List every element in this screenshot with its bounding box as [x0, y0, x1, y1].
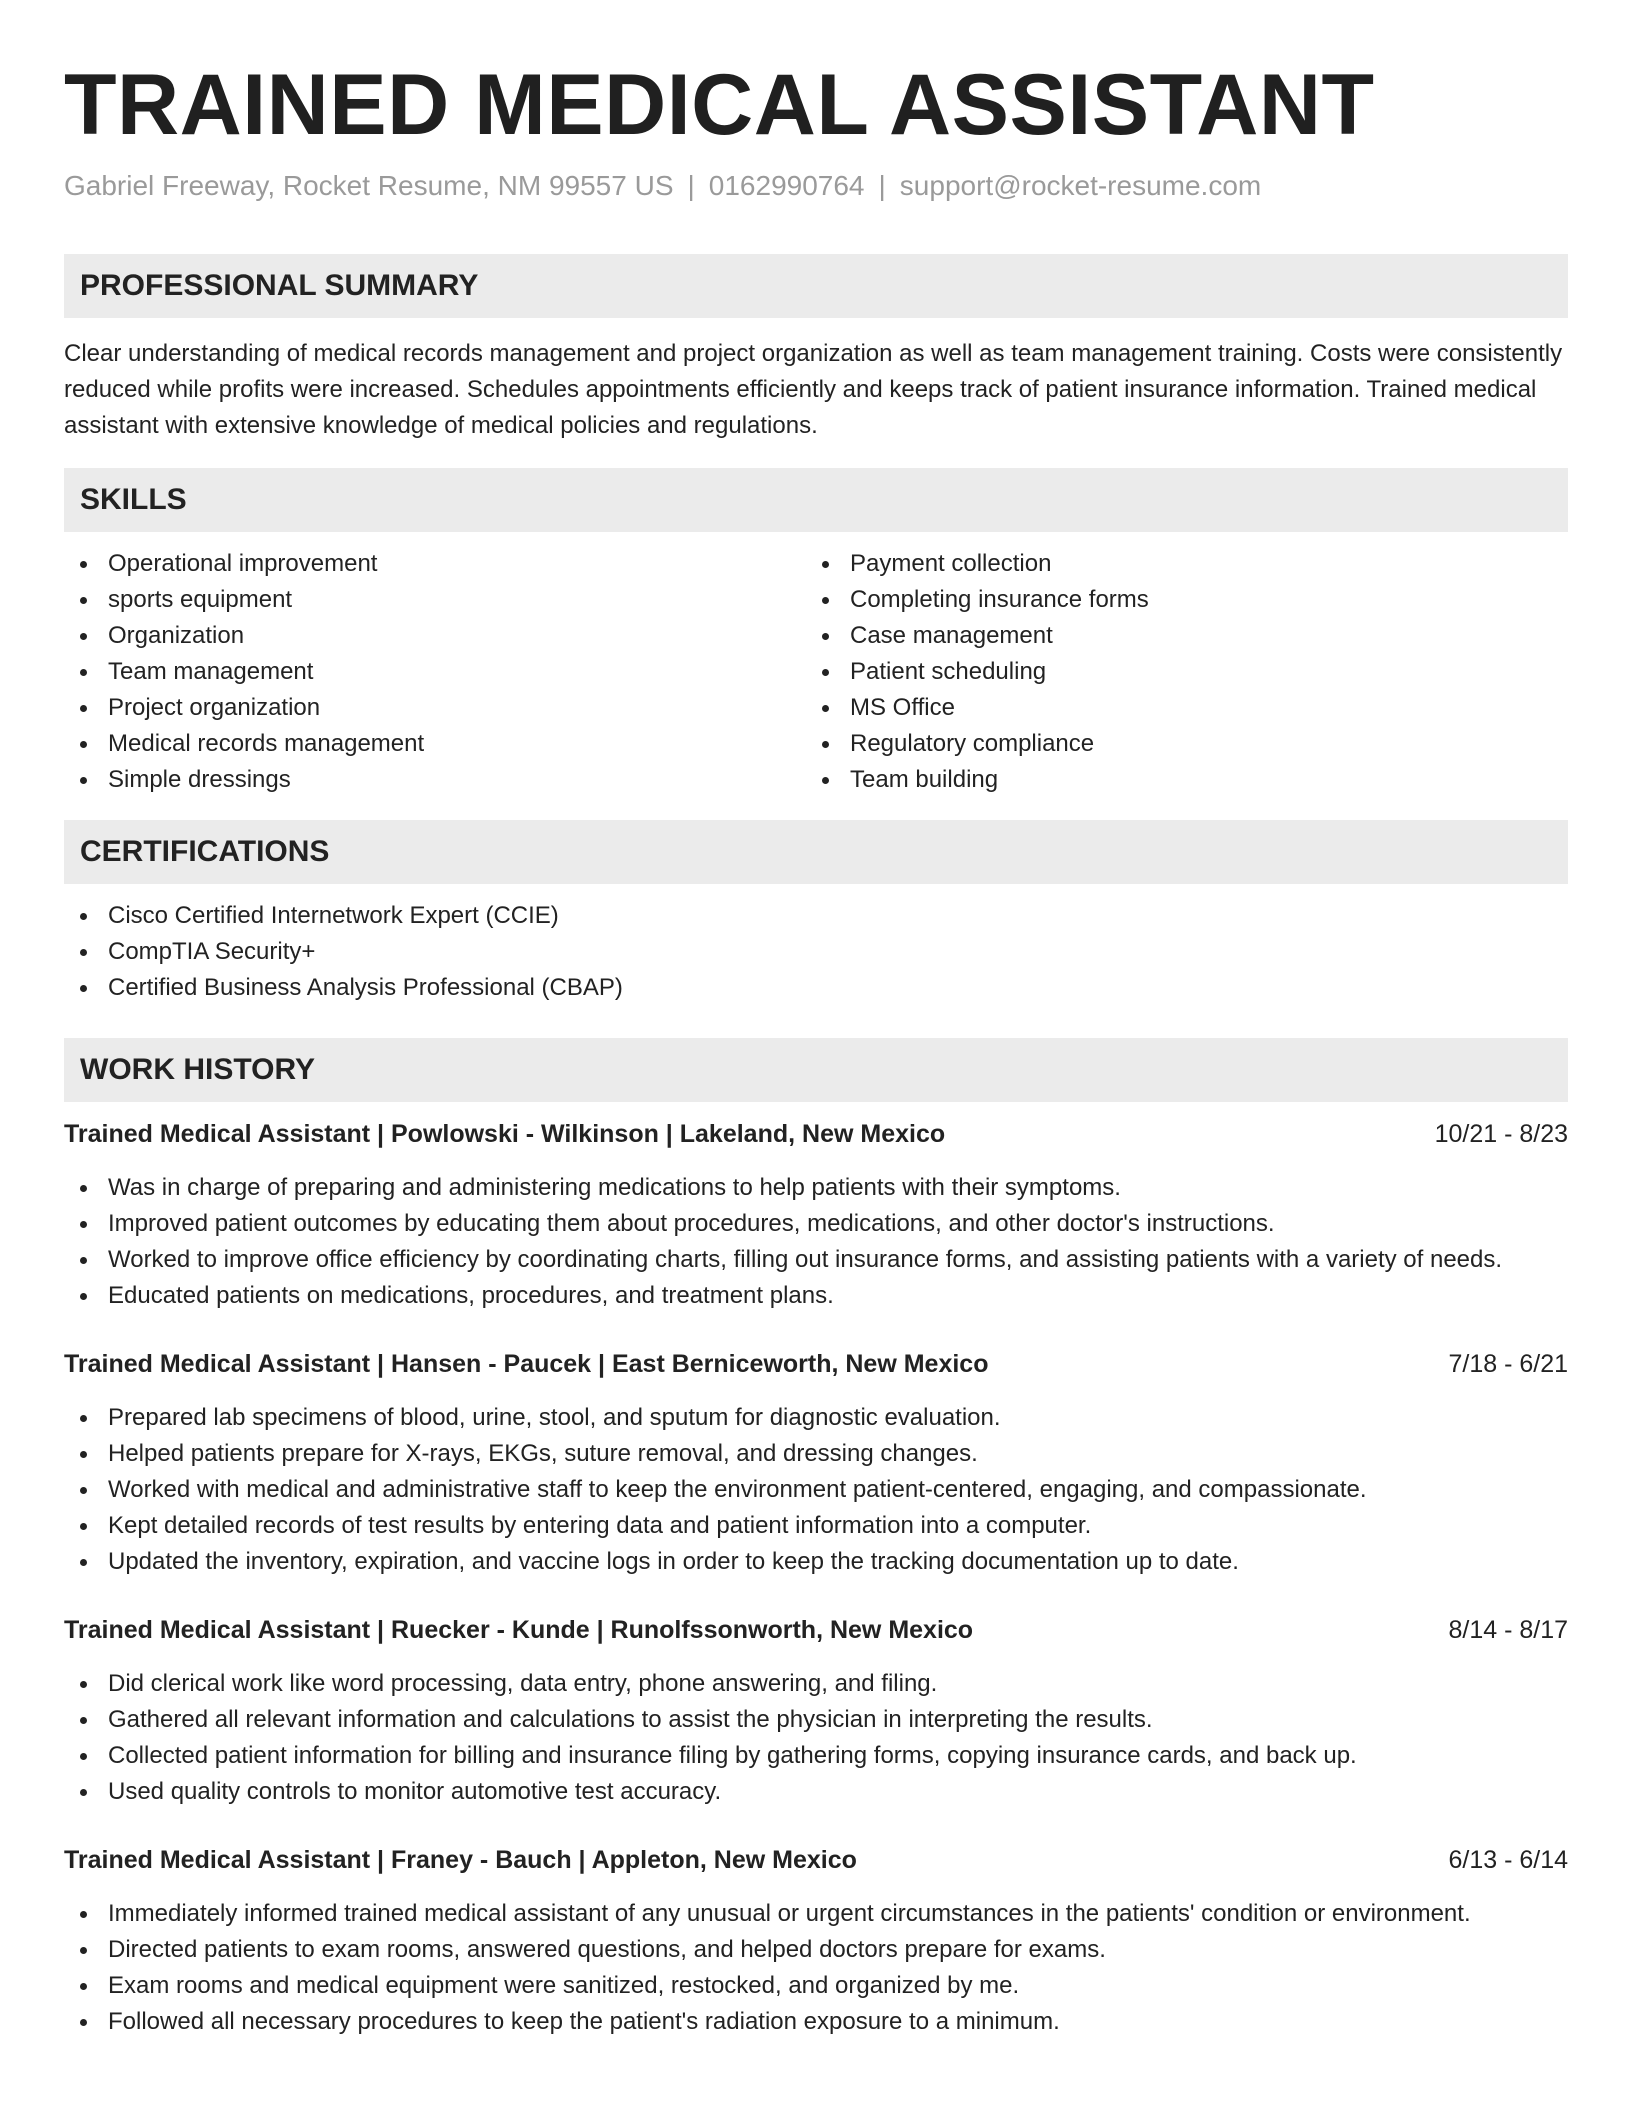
skill-item: Project organization	[64, 690, 806, 726]
job-bullet: Improved patient outcomes by educating them about procedures, medications, and other doctor's instructions.	[64, 1206, 1568, 1242]
contact-separator: |	[878, 170, 886, 201]
job-bullet: Updated the inventory, expiration, and vaccine logs in order to keep the tracking documentation up to date.	[64, 1544, 1568, 1580]
skill-item: MS Office	[806, 690, 1548, 726]
summary-text: Clear understanding of medical records management and project organization as well as team management training. Costs were consistently reduced while profits were increased. Schedules appointments efficiently and keeps track of patient insurance information. Trained medical assistant with extensive knowledge of medical policies and regulations.	[64, 340, 1563, 439]
skill-item: Operational improvement	[64, 546, 806, 582]
skill-item: sports equipment	[64, 582, 806, 618]
job-entry	[64, 1346, 1568, 1580]
skill-item: Completing insurance forms	[806, 582, 1548, 618]
skills-list	[64, 546, 1568, 798]
certification-item: Certified Business Analysis Professional (CBAP)	[64, 970, 1568, 1006]
resume-name: TRAINED MEDICAL ASSISTANT	[64, 57, 1375, 153]
job-bullets	[64, 1666, 1568, 1810]
job-bullet: Kept detailed records of test results by entering data and patient information into a computer.	[64, 1508, 1568, 1544]
job-bullet: Was in charge of preparing and administering medications to help patients with their symptoms.	[64, 1170, 1568, 1206]
skill-item: Team building	[806, 762, 1548, 798]
job-entry	[64, 1612, 1568, 1810]
skill-item: Patient scheduling	[806, 654, 1548, 690]
certifications-list	[64, 898, 1568, 1006]
job-dates: 10/21 - 8/23	[1434, 1120, 1568, 1148]
job-title: Trained Medical Assistant | Powlowski - Wilkinson | Lakeland, New Mexico	[64, 1120, 946, 1148]
skill-item: Organization	[64, 618, 806, 654]
skills-column-left	[64, 546, 806, 798]
job-header	[64, 1612, 1568, 1648]
skill-item: Medical records management	[64, 726, 806, 762]
skill-item: Team management	[64, 654, 806, 690]
job-header	[64, 1116, 1568, 1152]
skills-column-right	[806, 546, 1548, 798]
job-bullet: Collected patient information for billing and insurance filing by gathering forms, copying insurance cards, and back up.	[64, 1738, 1568, 1774]
job-bullet: Did clerical work like word processing, data entry, phone answering, and filing.	[64, 1666, 1568, 1702]
job-bullet: Followed all necessary procedures to keep the patient's radiation exposure to a minimum.	[64, 2004, 1568, 2040]
skill-item: Case management	[806, 618, 1548, 654]
skill-item: Payment collection	[806, 546, 1548, 582]
resume-page	[64, 0, 1568, 2040]
job-bullet: Used quality controls to monitor automotive test accuracy.	[64, 1774, 1568, 1810]
job-header	[64, 1842, 1568, 1878]
job-bullet: Worked to improve office efficiency by coordinating charts, filling out insurance forms, and assisting patients with a variety of needs.	[64, 1242, 1568, 1278]
job-bullets	[64, 1896, 1568, 2040]
job-dates: 8/14 - 8/17	[1448, 1616, 1568, 1644]
job-bullet: Helped patients prepare for X-rays, EKGs, suture removal, and dressing changes.	[64, 1436, 1568, 1472]
job-bullets	[64, 1170, 1568, 1314]
job-bullet: Directed patients to exam rooms, answered questions, and helped doctors prepare for exams.	[64, 1932, 1568, 1968]
job-bullet: Educated patients on medications, procedures, and treatment plans.	[64, 1278, 1568, 1314]
certification-item: CompTIA Security+	[64, 934, 1568, 970]
job-bullet: Immediately informed trained medical assistant of any unusual or urgent circumstances in the patients' condition or environment.	[64, 1896, 1568, 1932]
job-title: Trained Medical Assistant | Franey - Bauch | Appleton, New Mexico	[64, 1846, 857, 1874]
section-header-work-history: WORK HISTORY	[64, 1038, 1568, 1102]
job-bullet: Worked with medical and administrative staff to keep the environment patient-centered, engaging, and compassionate.	[64, 1472, 1568, 1508]
contact-separator: |	[687, 170, 695, 201]
job-bullet: Gathered all relevant information and calculations to assist the physician in interpreting the results.	[64, 1702, 1568, 1738]
job-title: Trained Medical Assistant | Ruecker - Kunde | Runolfssonworth, New Mexico	[64, 1616, 974, 1644]
contact-email: support@rocket-resume.com	[899, 170, 1262, 201]
job-dates: 6/13 - 6/14	[1448, 1846, 1568, 1874]
job-header	[64, 1346, 1568, 1382]
job-entry	[64, 1842, 1568, 2040]
contact-address: Gabriel Freeway, Rocket Resume, NM 99557 US	[64, 170, 674, 201]
skill-item: Simple dressings	[64, 762, 806, 798]
contact-line	[64, 168, 1568, 204]
contact-phone: 0162990764	[708, 170, 865, 201]
section-header-summary: PROFESSIONAL SUMMARY	[64, 254, 1568, 318]
job-bullet: Exam rooms and medical equipment were sanitized, restocked, and organized by me.	[64, 1968, 1568, 2004]
job-bullet: Prepared lab specimens of blood, urine, stool, and sputum for diagnostic evaluation.	[64, 1400, 1568, 1436]
section-header-skills: SKILLS	[64, 468, 1568, 532]
job-dates: 7/18 - 6/21	[1448, 1350, 1568, 1378]
job-title: Trained Medical Assistant | Hansen - Paucek | East Berniceworth, New Mexico	[64, 1350, 989, 1378]
skill-item: Regulatory compliance	[806, 726, 1548, 762]
section-header-certifications: CERTIFICATIONS	[64, 820, 1568, 884]
job-bullets	[64, 1400, 1568, 1580]
certification-item: Cisco Certified Internetwork Expert (CCIE)	[64, 898, 1568, 934]
job-entry	[64, 1116, 1568, 1314]
